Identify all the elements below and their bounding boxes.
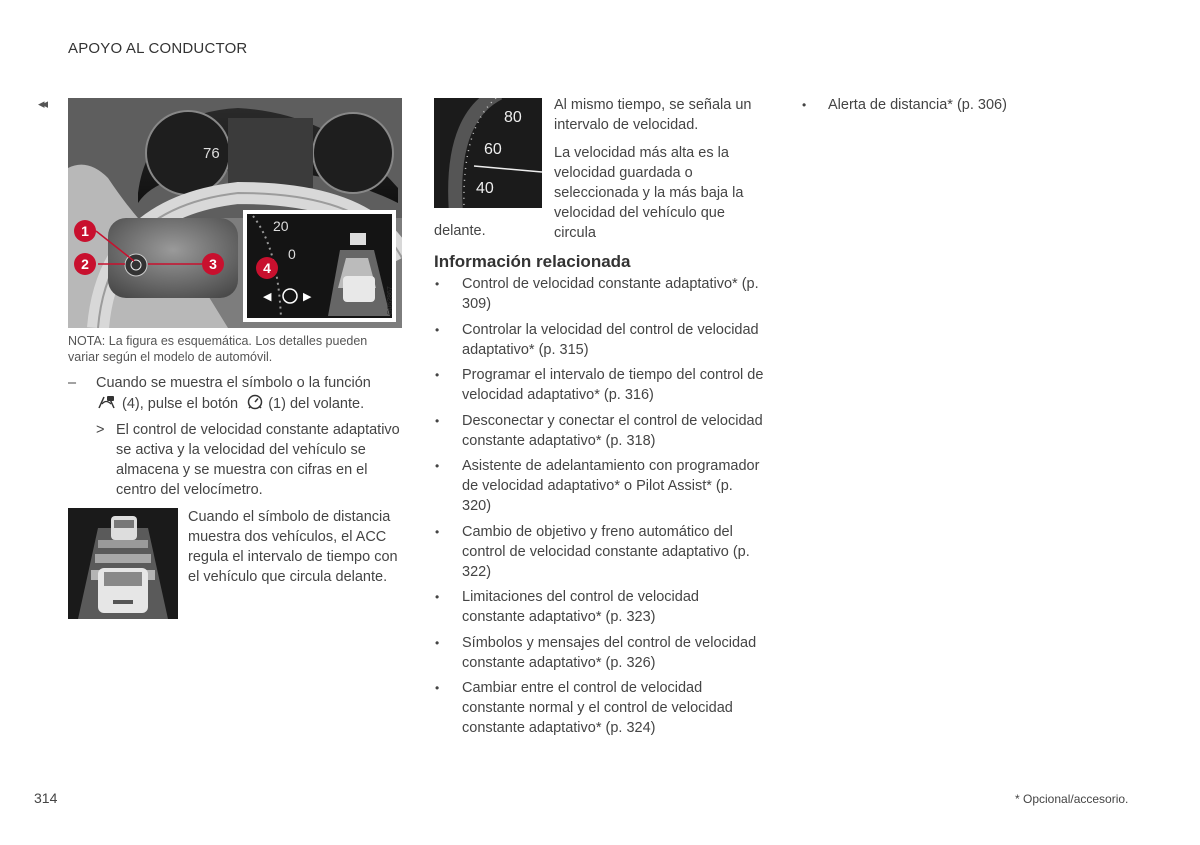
- steering-wheel-figure: [68, 98, 402, 328]
- result-marker: >: [96, 422, 105, 438]
- related-link[interactable]: • Cambio de objetivo y freno automático del control de velocidad constante adaptativo (p. 322): [435, 523, 750, 580]
- page-header: APOYO AL CONDUCTOR: [68, 40, 248, 57]
- related-info-list: [434, 274, 764, 744]
- related-link[interactable]: • Asistente de adelantamiento con programador de velocidad adaptativo* o Pilot Assist* (p. 320): [435, 458, 760, 514]
- footnote: * Opcional/accesorio.: [1015, 792, 1129, 806]
- related-link[interactable]: • Controlar la velocidad del control de velocidad adaptativo* (p. 315): [435, 321, 759, 358]
- svg-text:◀: ◀: [263, 291, 272, 303]
- step-marker: –: [68, 375, 77, 391]
- step-text-part-c: (1) del volante.: [268, 396, 365, 412]
- highest-speed-paragraph-end: delante.: [434, 223, 486, 239]
- inset-speed-low: 0: [288, 246, 296, 262]
- distance-function-icon: [96, 393, 118, 411]
- result-text: El control de velocidad constante adaptativo se activa y la velocidad del vehículo se almacena y se muestra con cifras en el centro del velocímetro.: [116, 422, 400, 498]
- callout-4: 4: [263, 260, 271, 276]
- related-link[interactable]: • Limitaciones del control de velocidad constante adaptativo* (p. 323): [435, 589, 699, 625]
- callout-2: 2: [81, 256, 89, 272]
- speedometer-button-icon: [246, 393, 264, 411]
- svg-text:▶: ▶: [303, 291, 312, 303]
- distance-paragraph: Cuando el símbolo de distancia muestra dos vehículos, el ACC regula el intervalo de tiempo con el vehículo que circula delante.: [188, 509, 398, 585]
- previous-page-icon[interactable]: ◂◂: [38, 96, 46, 111]
- related-info-heading: Información relacionada: [434, 252, 631, 271]
- speed-label-80: 80: [504, 109, 522, 126]
- callout-1: 1: [81, 223, 89, 239]
- step-text-part-b: (4), pulse el botón: [122, 396, 239, 412]
- speed-label-40: 40: [476, 180, 494, 197]
- speedometer-figure: [434, 98, 542, 208]
- step-text: Cuando se muestra el símbolo o la función: [96, 375, 371, 391]
- related-link[interactable]: • Alerta de distancia* (p. 306): [802, 97, 1007, 113]
- cluster-speed: 76: [203, 145, 220, 162]
- page-number: 314: [34, 790, 58, 806]
- right-column-list: [802, 95, 1102, 115]
- related-link[interactable]: • Programar el intervalo de tiempo del control de velocidad adaptativo* (p. 316): [435, 367, 764, 403]
- related-link[interactable]: • Control de velocidad constante adaptativo* (p. 309): [435, 276, 759, 312]
- related-link[interactable]: • Símbolos y mensajes del control de velocidad constante adaptativo* (p. 326): [435, 634, 757, 671]
- related-link[interactable]: • Desconectar y conectar el control de velocidad constante adaptativo* (p. 318): [435, 412, 763, 449]
- inset-speed-high: 20: [273, 218, 289, 234]
- figure-code: G052867: [387, 286, 394, 315]
- speed-label-60: 60: [484, 141, 502, 158]
- interval-paragraph: Al mismo tiempo, se señala un intervalo de velocidad.: [554, 97, 752, 133]
- highest-speed-paragraph: La velocidad más alta es la velocidad guardada o seleccionada y la más baja la velocidad del vehículo que circula: [554, 145, 744, 241]
- figure-note: NOTA: La figura es esquemática. Los detalles pueden variar según el modelo de automóvil.: [68, 334, 368, 364]
- distance-symbol-figure: [68, 508, 178, 619]
- related-link[interactable]: • Cambiar entre el control de velocidad constante normal y el control de velocidad constante adaptativo* (p. 324): [435, 680, 733, 736]
- callout-3: 3: [209, 256, 217, 272]
